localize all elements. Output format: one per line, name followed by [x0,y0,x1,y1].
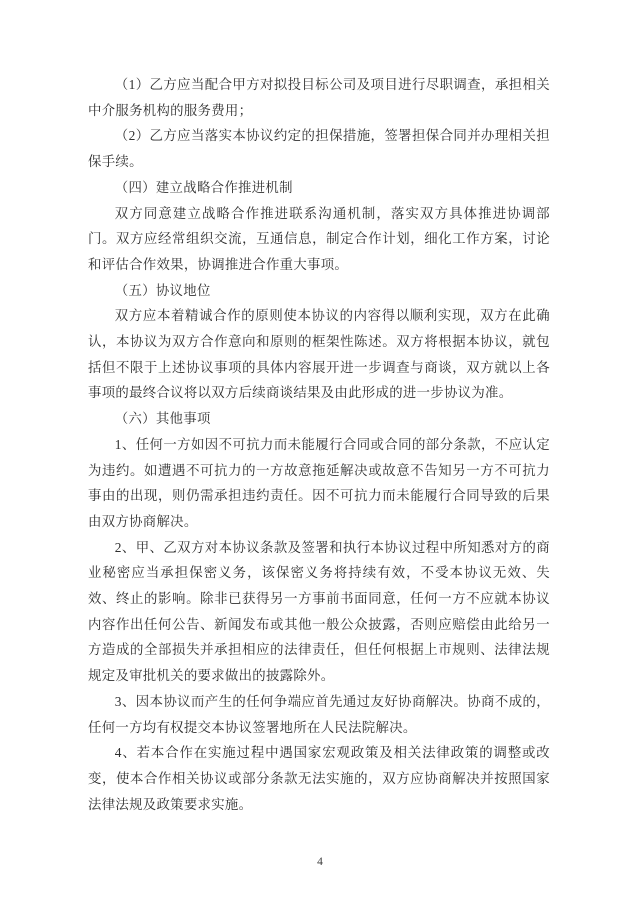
paragraph-item-1: （1）乙方应当配合甲方对拟投目标公司及项目进行尽职调查，承担相关中介服务机构的服务费用； [88,77,550,118]
paragraph-item-2: （2）乙方应当落实本协议约定的担保措施，签署担保合同并办理相关担保手续。 [88,128,550,170]
paragraph-section-5: 双方应本着精诚合作的原则使本协议的内容得以顺利实现，双方在此确认，本协议为双方合作意向和原则的框架性陈述。双方将根据本协议，就包括但不限于上述协议事项的具体内容展开进一步调查与商谈，双方就以上各事项的最终合议将以双方后续商谈结果及由此形成的进一步协议为准。 [88,308,550,401]
section-heading-6: （六）其他事项 [114,411,211,427]
paragraph-other-3: 3、因本协议而产生的任何争端应首先通过友好协商解决。协商不成的，任何一方均有权提交本协议签署地所在人民法院解决。 [88,693,550,735]
paragraph-section-4: 双方同意建立战略合作推进联系沟通机制，落实双方具体推进协调部门。双方应经常组织交流，互通信息，制定合作计划，细化工作方案，讨论和评估合作效果，协调推进合作重大事项。 [88,205,550,272]
paragraph-other-2: 2、甲、乙双方对本协议条款及签署和执行本协议过程中所知悉对方的商业秘密应当承担保密义务，该保密义务将持续有效，不受本协议无效、失效、终止的影响。除非已获得另一方事前书面同意，任何一方不应就本协议内容作出任何公告、新闻发布或其他一般公众披露，否则应赔偿由此给另一方造成的全部损失并承担相应的法律责任，但任何根据上市规则、法律法规规定及审批机关的要求做出的披露除外。 [88,539,550,684]
page-number: 4 [317,856,323,868]
paragraph-other-1: 1、任何一方如因不可抗力而未能履行合同或合同的部分条款，不应认定为违约。如遭遇不可抗力的一方故意拖延解决或故意不告知另一方不可抗力事由的出现，则仍需承担违约责任。因不可抗力而未能履行合同导致的后果由双方协商解决。 [88,436,550,529]
paragraph-other-4: 4、若本合作在实施过程中遇国家宏观政策及相关法律政策的调整或改变，使本合作相关协议或部分条款无法实施的，双方应协商解决并按照国家法律法规及政策要求实施。 [88,745,550,812]
document-body [88,72,550,817]
section-heading-5: （五）协议地位 [114,282,211,298]
section-heading-4: （四）建立战略合作推进机制 [114,179,293,195]
